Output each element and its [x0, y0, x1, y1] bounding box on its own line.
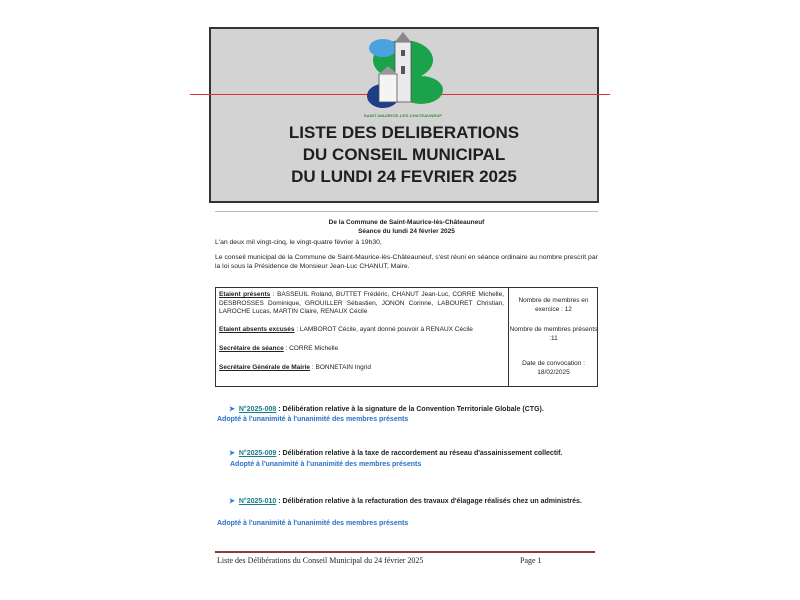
commune-name: De la Commune de Saint-Maurice-lès-Châteauneuf — [328, 219, 485, 226]
commune-heading — [215, 218, 598, 236]
seance-date: Séance du lundi 24 février 2025 — [358, 228, 455, 235]
commune-logo-icon — [361, 30, 445, 118]
title-line-1: LISTE DES DELIBERATIONS — [288, 123, 520, 142]
sg-label: Secrétaire Générale de Mairie — [219, 364, 311, 371]
presence-details — [216, 288, 508, 386]
deliberation-text: : Délibération relative à la refacturation des travaux d'élagage réalisés chez un administrés. — [276, 498, 582, 505]
presence-table — [215, 287, 598, 387]
members-exercice: Nombre de membres en exercice : 12 — [518, 297, 589, 313]
title-line-3: DU LUNDI 24 FEVRIER 2025 — [291, 167, 517, 186]
secretaire-label: Secrétaire de séance — [219, 345, 284, 352]
convocation-sentence: Le conseil municipal de la Commune de Saint-Maurice-lès-Châteauneuf, s'est réuni en séance ordinaire au nombre prescrit par la loi sous la Présidence de Monsieur Jean-Luc CHANUT, Maire. — [215, 254, 598, 270]
present-label: Etaient présents — [219, 291, 271, 298]
footer-title: Liste des Délibérations du Conseil Municipal du 24 février 2025 — [217, 556, 424, 565]
presence-stats — [508, 288, 597, 386]
secretaire-generale — [219, 364, 504, 373]
absent-members — [219, 326, 504, 335]
secretaire-name: : CORRE Michelle — [283, 345, 339, 352]
arrow-bullet-icon: ➤ — [229, 498, 235, 505]
divider — [215, 211, 598, 212]
convocation-date: Date de convocation : 18/02/2025 — [522, 360, 585, 376]
deliberation-item — [229, 405, 599, 414]
absent-label: Etaient absents excusés — [219, 326, 295, 333]
deliberation-text: : Délibération relative à la signature de la Convention Territoriale Globale (CTG). — [276, 406, 544, 413]
deliberation-number: N°2025-008 — [238, 406, 277, 413]
secretaire-seance — [219, 345, 504, 354]
arrow-bullet-icon: ➤ — [229, 450, 235, 457]
deliberation-text: : Délibération relative à la taxe de raccordement au réseau d'assainissement collectif. — [276, 450, 563, 457]
absent-names: : LAMBOROT Cécile, ayant donné pouvoir à RENAUX Cécile — [294, 326, 473, 333]
deliberation-item — [229, 497, 594, 506]
deliberation-result: Adopté à l'unanimité à l'unanimité des membres présents — [217, 416, 409, 423]
page-number: Page 1 — [520, 556, 542, 565]
page-title — [209, 122, 599, 188]
logo-caption: SAINT-MAURICE-LES-CHATEAUNEUF — [363, 113, 443, 118]
deliberation-result: Adopté à l'unanimité à l'unanimité des membres présents — [217, 520, 409, 527]
title-line-2: DU CONSEIL MUNICIPAL — [302, 145, 506, 164]
present-names: : BASSEUIL Roland, BUTTET Frédéric, CHANUT Jean-Luc, CORRE Michelle, DESBROSSES Dominique, GROUILLER Sébastien, JONON Corinne, LABOURET Christian, LAROCHE Lucas, MARTIN Claire, RENAUX Cécile — [219, 291, 505, 315]
deliberation-result: Adopté à l'unanimité à l'unanimité des membres présents — [230, 461, 422, 468]
deliberation-number: N°2025-010 — [238, 498, 277, 505]
present-members — [219, 291, 504, 317]
sg-name: : BONNETAIN Ingrid — [310, 364, 371, 371]
date-sentence: L'an deux mil vingt-cinq, le vingt-quatre février à 19h30, — [215, 239, 382, 246]
members-present: Nombre de membres présents :11 — [509, 326, 598, 342]
arrow-bullet-icon: ➤ — [229, 406, 235, 413]
footer-divider — [215, 551, 595, 553]
deliberation-number: N°2025-009 — [238, 450, 277, 457]
deliberation-item — [229, 449, 599, 458]
